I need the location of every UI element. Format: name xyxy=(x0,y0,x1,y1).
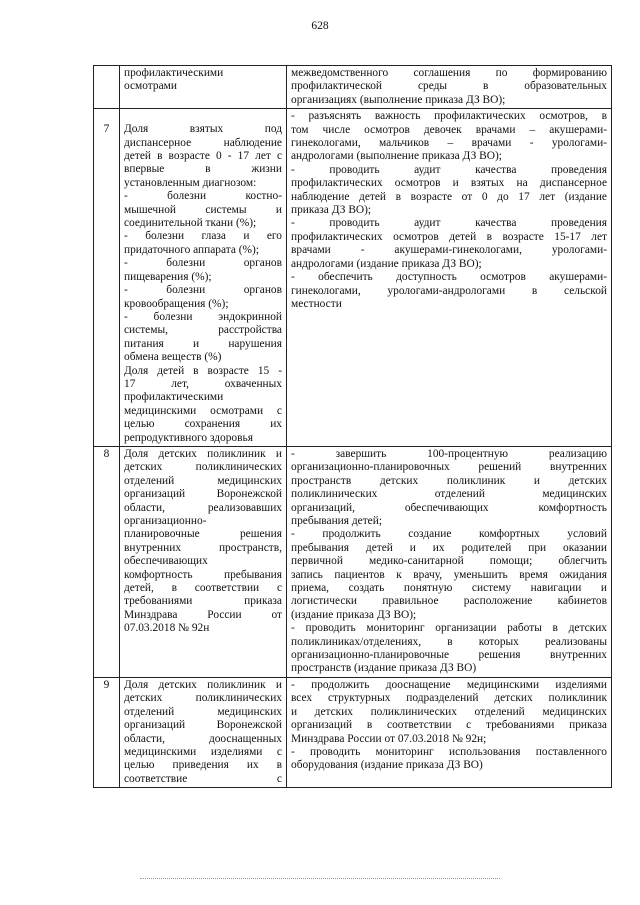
actions-cell xyxy=(287,109,612,447)
indicator-line: системы, расстройства xyxy=(124,324,282,337)
action-line: профилактических осмотров детей в возрасте 15-17 лет xyxy=(291,230,607,243)
indicator-line: организационно- xyxy=(124,515,207,527)
indicator-line: области, дооснащенных xyxy=(124,732,282,745)
indicator-line: области, реализовавших xyxy=(124,501,282,514)
indicator-line: Доля детских поликлиник и xyxy=(124,678,282,691)
action-line: поликлиниках/отделениях, в которых реализованы xyxy=(291,635,607,648)
indicator-cell xyxy=(120,66,287,109)
action-line: всех структурных подразделений детских поликлиник xyxy=(291,692,607,705)
action-line: и детских поликлинических отделений медицинских xyxy=(291,705,607,718)
action-line: организаций, обеспечивающих комфортность xyxy=(291,501,607,514)
action-line: межведомственного соглашения по формированию xyxy=(291,67,607,79)
indicator-line: отделений медицинских xyxy=(124,474,282,487)
indicator-line: детей, в соответствии с xyxy=(124,582,282,595)
indicator-line: впервые в жизни xyxy=(124,163,282,176)
action-line: гинекологами, урологами-андрологами в сельской xyxy=(291,284,607,297)
action-line: запись пациентов к врачу, уменьшить время ожидания xyxy=(291,568,607,581)
action-line: врачами - акушерами-гинекологами, урологами- xyxy=(291,244,607,257)
indicator-line: - болезни глаза и его xyxy=(124,230,282,243)
actions-cell xyxy=(287,66,612,109)
actions-cell xyxy=(287,446,612,677)
indicator-line: кровообращения (%); xyxy=(124,297,229,310)
indicator-line: медицинскими изделиями с xyxy=(124,745,282,758)
indicator-line: осмотрами xyxy=(124,80,177,93)
action-line: приказа ДЗ ВО); xyxy=(291,204,372,217)
action-line: местности xyxy=(291,297,342,310)
indicator-line: организаций Воронежской xyxy=(124,719,282,732)
table-row xyxy=(94,109,612,447)
indicator-line: установленным диагнозом: xyxy=(124,176,257,189)
row-number-text: 7 xyxy=(103,123,110,136)
action-line: - завершить 100-процентную реализацию xyxy=(291,447,607,460)
action-line: организационно-планировочных решений внутренних xyxy=(291,461,607,474)
row-number-text: 9 xyxy=(103,678,110,691)
indicator-line: Доля детей в возрасте 15 - xyxy=(124,364,282,377)
indicator-line: профилактическими xyxy=(124,67,224,79)
action-line: - проводить аудит качества проведения xyxy=(291,217,607,230)
indicator-line: требованиями приказа xyxy=(124,595,282,608)
plan-table xyxy=(93,65,612,788)
action-line: андрологами (издание приказа ДЗ ВО); xyxy=(291,257,482,270)
indicator-line: придаточного аппарата (%); xyxy=(124,243,259,256)
indicator-line: целью сохранения их xyxy=(124,418,282,431)
row-number xyxy=(94,677,120,787)
indicator-line: обмена веществ (%) xyxy=(124,351,222,364)
action-line: пространств детских поликлиник и детских xyxy=(291,474,607,487)
table-row xyxy=(94,677,612,787)
indicator-line: - болезни органов xyxy=(124,257,282,270)
action-line: приема, создать понятную систему навигации и xyxy=(291,582,607,595)
row-number-text: 8 xyxy=(103,447,110,460)
scan-artifact-line xyxy=(140,878,500,879)
action-line: наблюдение детей в возрасте от 0 до 17 лет (издание xyxy=(291,190,607,203)
indicator-line: внутренних пространств, xyxy=(124,541,282,554)
indicator-line: планировочные решения xyxy=(124,528,282,541)
table-row xyxy=(94,446,612,677)
action-line: пребывания детей; xyxy=(291,515,383,527)
indicator-line: отделений медицинских xyxy=(124,705,282,718)
action-line: - разъяснять важность профилактических осмотров, в xyxy=(291,110,607,123)
action-line: пространств (издание приказа ДЗ ВО) xyxy=(291,662,477,675)
indicator-line: диспансерное наблюдение xyxy=(124,136,282,149)
indicator-cell xyxy=(120,677,287,787)
indicator-line: 07.03.2018 № 92н xyxy=(124,622,210,635)
action-line: организациях (выполнение приказа ДЗ ВО); xyxy=(291,93,506,106)
indicator-line: 17 лет, охваченных xyxy=(124,377,282,390)
action-line: пребывания детей и их родителей при оказании xyxy=(291,541,607,554)
indicator-line: комфортность пребывания xyxy=(124,568,282,581)
action-line: том числе осмотров девочек врачами – акушерами- xyxy=(291,123,607,136)
actions-cell xyxy=(287,677,612,787)
action-line: - продолжить дооснащение медицинскими изделиями xyxy=(291,678,607,691)
indicator-line: профилактическими xyxy=(124,391,224,404)
indicator-line: обеспечивающих xyxy=(124,555,208,568)
action-line: - проводить мониторинг организации работы в детских xyxy=(291,622,607,635)
row-number xyxy=(94,446,120,677)
action-line: профилактической среды в образовательных xyxy=(291,80,607,93)
indicator-line: целью приведения их в xyxy=(124,759,282,772)
indicator-line: пищеварения (%); xyxy=(124,270,212,283)
indicator-line: медицинскими осмотрами с xyxy=(124,404,282,417)
action-line: профилактических осмотров и взятых на диспансерное xyxy=(291,177,607,190)
indicator-line: Минздрава России от xyxy=(124,608,282,621)
indicator-line: соединительной ткани (%); xyxy=(124,217,257,230)
row-number xyxy=(94,66,120,109)
indicator-line: - болезни эндокринной xyxy=(124,310,282,323)
action-line: организаций в соответствии с требованиями приказа xyxy=(291,719,607,732)
row-number xyxy=(94,109,120,447)
indicator-line: репродуктивного здоровья xyxy=(124,431,253,444)
page-number: 628 xyxy=(311,20,329,32)
action-line: первичной медико-санитарной помощи; облегчить xyxy=(291,555,607,568)
action-line: андрологами (выполнение приказа ДЗ ВО); xyxy=(291,150,502,163)
action-line: (издание приказа ДЗ ВО); xyxy=(291,608,417,621)
action-line: Минздрава России от 07.03.2018 № 92н; xyxy=(291,732,487,745)
indicator-line: детских поликлинических xyxy=(124,461,282,474)
indicator-line: Доля детских поликлиник и xyxy=(124,447,282,460)
action-line: - продолжить создание комфортных условий xyxy=(291,528,607,541)
indicator-line: мышечной системы и xyxy=(124,203,282,216)
action-line: поликлинических отделений медицинских xyxy=(291,488,607,501)
indicator-line: детских поликлинических xyxy=(124,692,282,705)
table-row xyxy=(94,66,612,109)
indicator-line: - болезни органов xyxy=(124,284,282,297)
action-line: - проводить мониторинг использования поставленного xyxy=(291,745,607,758)
indicator-line: питания и нарушения xyxy=(124,337,282,350)
indicator-cell xyxy=(120,446,287,677)
action-line: логистически правильное расположение кабинетов xyxy=(291,595,607,608)
action-line: организационно-планировочные решения внутренних xyxy=(291,649,607,662)
indicator-cell xyxy=(120,109,287,447)
indicator-line: Доля взятых под xyxy=(124,123,282,136)
action-line: - обеспечить доступность осмотров акушерами- xyxy=(291,271,607,284)
indicator-line: детей в возрасте 0 - 17 лет с xyxy=(124,150,282,163)
indicator-line: организаций Воронежской xyxy=(124,488,282,501)
indicator-line: соответствие с xyxy=(124,772,282,785)
action-line: - проводить аудит качества проведения xyxy=(291,163,607,176)
action-line: гинекологами, мальчиков – врачами - урологами- xyxy=(291,137,607,150)
indicator-line: - болезни костно- xyxy=(124,190,282,203)
action-line: оборудования (издание приказа ДЗ ВО) xyxy=(291,759,483,772)
